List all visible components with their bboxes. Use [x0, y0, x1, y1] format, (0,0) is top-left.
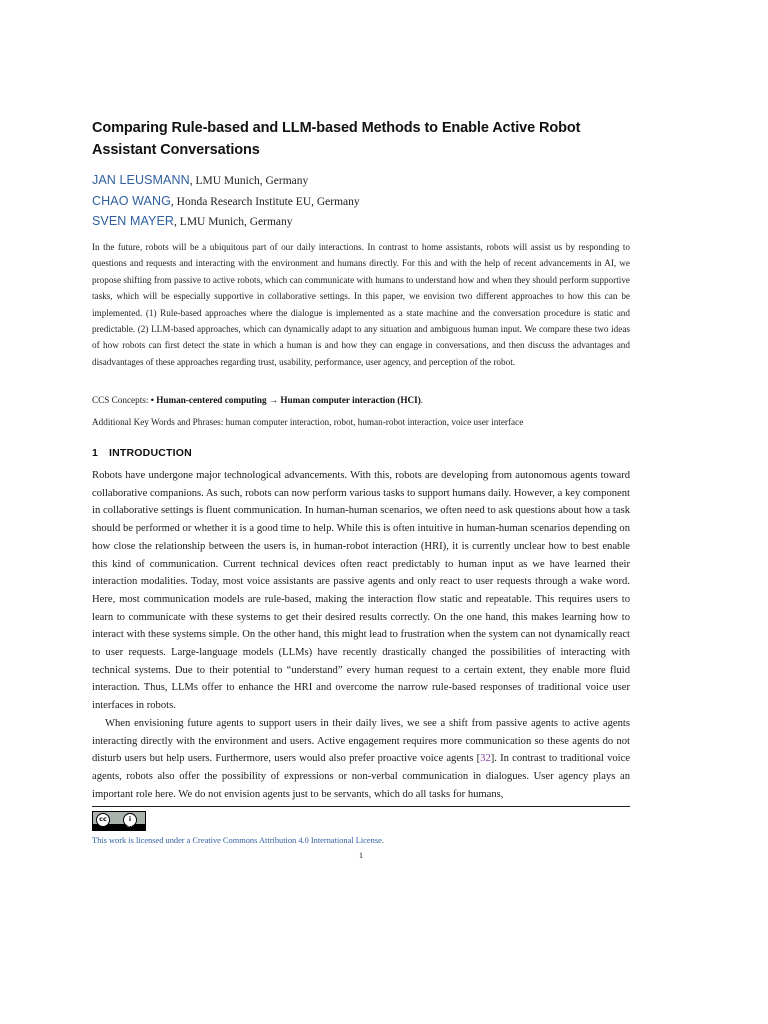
- ccs-value: • Human-centered computing → Human computer interaction (HCI): [150, 395, 421, 405]
- section-heading-introduction: [92, 444, 630, 462]
- author-affiliation: , LMU Munich, Germany: [174, 216, 293, 228]
- ccs-end: .: [420, 395, 424, 405]
- paragraph-text: When envisioning future agents to support users in their daily lives, we see a shift from passive agents to active agents interacting directly with the environment and users. Active engagement requires more communication so these agents do not disturb users but help users. Furthermore, users would also prefer proactive voice agents [: [92, 717, 630, 765]
- page-number: 1: [358, 851, 364, 860]
- cc-icon: cc: [96, 813, 110, 827]
- paragraph: Robots have undergone major technological advancements. With this, robots are developing from autonomous agents toward collaborative companions. As such, robots can now perform various tasks to support humans daily. However, a key component in collaborative settings is fluent communication. In human-human scenarios, we often need to ask questions about how a task should be performed or whether it is a good time to help. While this is often intuitive in human-human scenarios depending on how close the relationship between the users is, in human-robot interaction (HRI), it is currently unclear how to best enable this kind of communication. Current technical devices often react predictably to human input as we have learned their interaction modalities. Today, most voice assistants are passive agents and only react to user requests through a wake word. Here, most communication models are rule-based, making the interaction flow static and repeatable. This requires users to learn to communicate with these systems to get their desired results correctly. On the one hand, this makes learning how to interact with these systems simple. On the other hand, this might lead to frustration when the system can not dynamically react to user requests. Large-language models (LLMs) have recently drastically changed the possibilities of interacting with technical systems. Due to their potential to “understand” every human request to a certain extent, they enable more fluid interaction. Thus, LLMs offer to enhance the HRI and overcome the narrow rule-based responses of traditional voice user interfaces in robots.: [92, 470, 630, 712]
- author-affiliation: , LMU Munich, Germany: [189, 175, 309, 187]
- keywords: Additional Key Words and Phrases: human computer interaction, robot, human-robot interaction, voice user interface: [92, 417, 524, 427]
- cc-by-license-badge[interactable]: [92, 811, 146, 831]
- citation-link[interactable]: 32: [480, 753, 491, 765]
- paragraph-text: ]. In contrast to traditional voice agents, robots also offer the possibility of expressions or non-verbal communication in dialogues. User agency plays an important role here. We do not envision agents just to be servants, which do all tasks for humans,: [92, 753, 631, 800]
- attribution-icon: i: [123, 813, 137, 827]
- section-title: INTRODUCTION: [109, 447, 192, 459]
- section-number: 1: [92, 447, 99, 459]
- paper-title: Comparing Rule-based and LLM-based Methods to Enable Active Robot Assistant Conversations: [92, 120, 581, 158]
- license-link[interactable]: This work is licensed under a Creative Commons Attribution 4.0 International License.: [92, 836, 384, 845]
- introduction-body: [92, 467, 630, 803]
- ccs-label: CCS Concepts:: [92, 395, 151, 405]
- abstract: In the future, robots will be a ubiquitous part of our daily interactions. In contrast to home assistants, robots will assist us by responding to questions and requests and interacting with the environment and humans directly. For this and with the help of recent advancements in AI, we propose shifting from passive to active robots, which can communicate with humans to understand how and when they should perform supportive tasks, which will be especially supportive in collaborative settings. In this paper, we envision two different approaches to how this can be implemented. (1) Rule-based approaches where the dialogue is implemented as a state machine and the conversation procedure is static and predictable. (2) LLM-based approaches, which can dynamically adapt to any situation and ambiguous human input. We compare these two ideas of how robots can first detect the state in which a human is and how they can engage in conversations, and then discuss the advantages and disadvantages of these approaches regarding trust, usability, performance, user agency, and perception of the robot.: [92, 242, 630, 367]
- author-list: [92, 170, 630, 232]
- paragraph: [92, 715, 630, 804]
- author-name[interactable]: JAN LEUSMANN: [92, 173, 190, 187]
- author-name[interactable]: CHAO WANG: [92, 193, 171, 208]
- ccs-concepts: [92, 392, 630, 408]
- author-entry: [92, 170, 630, 191]
- author-affiliation: , Honda Research Institute EU, Germany: [170, 195, 360, 208]
- author-entry: [92, 211, 630, 232]
- author-entry: [92, 191, 630, 212]
- footnote-divider: [92, 806, 630, 807]
- author-name[interactable]: SVEN MAYER: [92, 214, 175, 228]
- by-label: BY: [127, 824, 133, 829]
